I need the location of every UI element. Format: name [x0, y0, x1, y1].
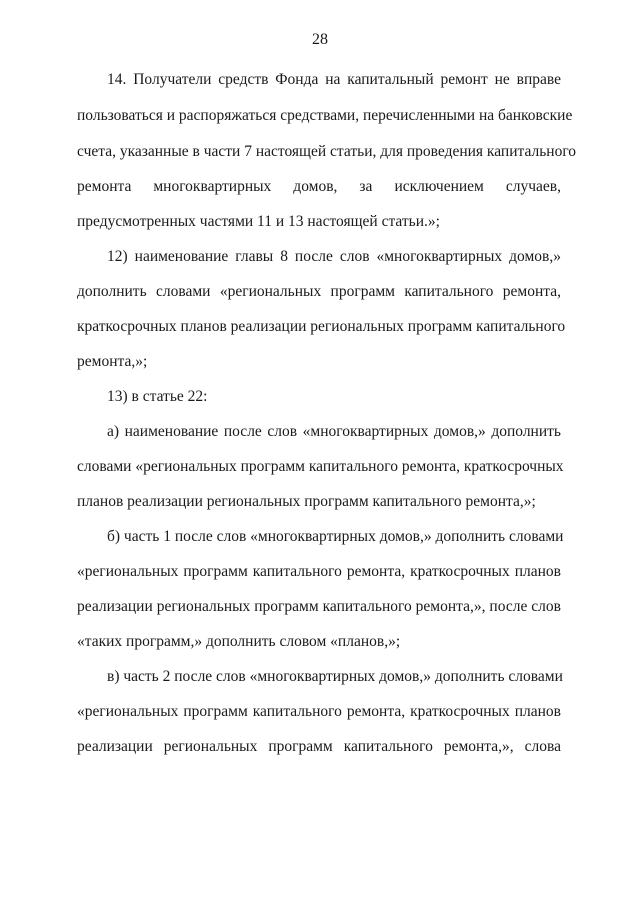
- text-line: счета, указанные в части 7 настоящей статьи, для проведения капитального: [77, 143, 577, 160]
- text-line: а) наименование после слов «многоквартирных домов,» дополнить: [107, 423, 561, 440]
- text-line: «таких программ,» дополнить словом «планов,»;: [77, 633, 401, 650]
- text-line: «региональных программ капитального ремонта, краткосрочных планов: [77, 703, 561, 720]
- text-line: дополнить словами «региональных программ капитального ремонта,: [77, 283, 561, 300]
- page-number: 28: [312, 31, 328, 48]
- text-line: ремонта многоквартирных домов, за исключением случаев,: [77, 178, 561, 195]
- text-line: реализации региональных программ капитального ремонта,», слова: [77, 738, 561, 755]
- text-line: 14. Получатели средств Фонда на капитальный ремонт не вправе: [107, 71, 561, 88]
- text-line: 13) в статье 22:: [107, 388, 208, 405]
- text-line: 12) наименование главы 8 после слов «многоквартирных домов,»: [107, 248, 561, 265]
- text-line: словами «региональных программ капитального ремонта, краткосрочных: [77, 458, 564, 475]
- text-line: предусмотренных частями 11 и 13 настоящей статьи.»;: [77, 213, 440, 230]
- text-line: «региональных программ капитального ремонта, краткосрочных планов: [77, 563, 561, 580]
- text-line: б) часть 1 после слов «многоквартирных домов,» дополнить словами: [107, 528, 564, 545]
- text-line: ремонта,»;: [77, 353, 148, 370]
- text-line: реализации региональных программ капитального ремонта,», после слов: [77, 598, 561, 615]
- text-line: в) часть 2 после слов «многоквартирных домов,» дополнить словами: [107, 668, 563, 685]
- text-line: краткосрочных планов реализации региональных программ капитального: [77, 318, 566, 335]
- text-line: пользоваться и распоряжаться средствами, перечисленными на банковские: [77, 107, 573, 124]
- text-line: планов реализации региональных программ капитального ремонта,»;: [77, 493, 536, 510]
